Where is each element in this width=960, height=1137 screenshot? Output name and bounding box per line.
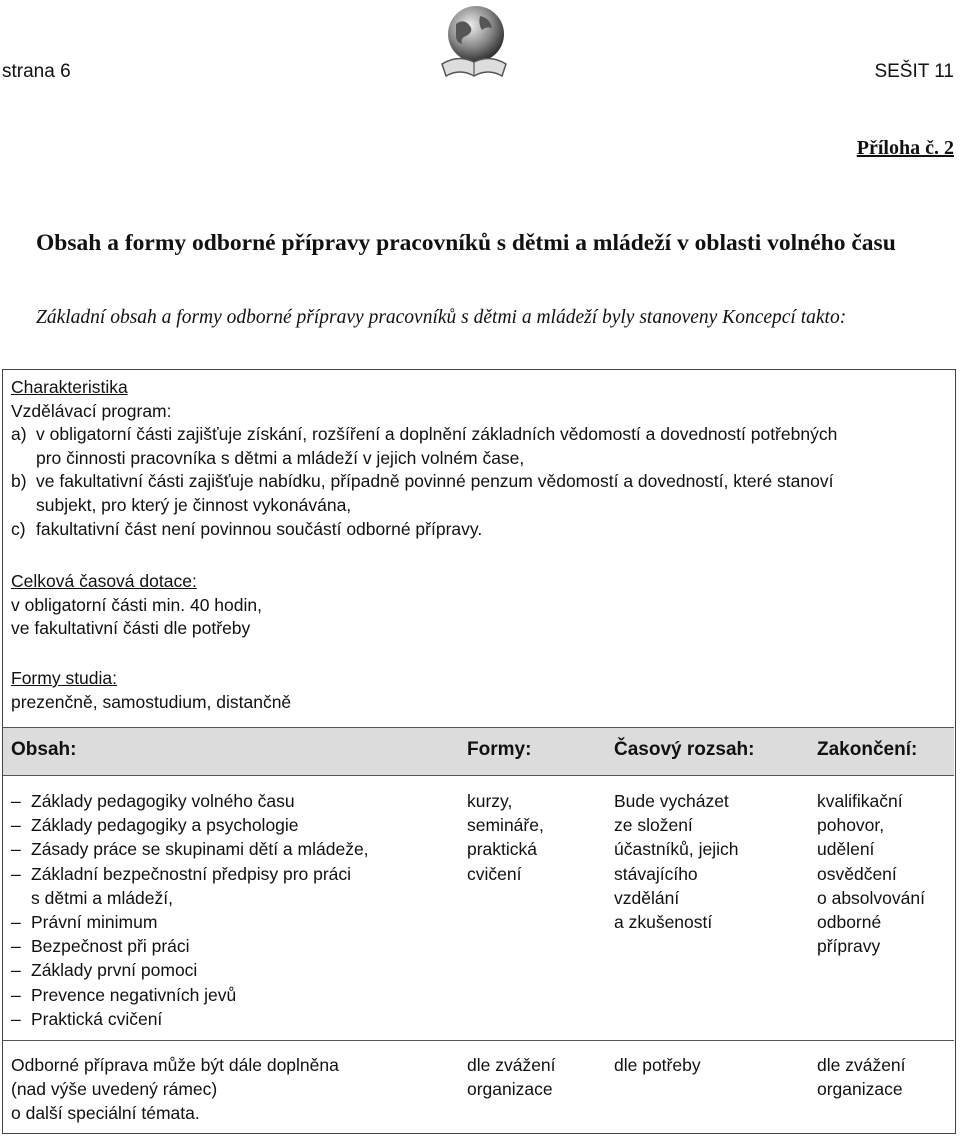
list-item-continuation: s dětmi a mládeží, <box>31 887 173 908</box>
cell-line: kurzy, <box>467 791 513 811</box>
list-item <box>11 470 837 517</box>
row2-content <box>11 1053 339 1126</box>
characteristics-heading: Charakteristika <box>11 377 128 397</box>
cell-line: kvalifikační <box>817 791 903 811</box>
row1-content <box>11 789 369 1031</box>
row2-time <box>614 1053 701 1077</box>
item-text: ve fakultativní části zajišťuje nabídku, případně povinné penzum vědomostí a dovedností, které stanoví <box>36 471 834 492</box>
header-time: Časový rozsah: <box>614 739 755 760</box>
time-allocation-heading: Celková časová dotace: <box>11 571 197 591</box>
item-letter: a) <box>11 424 27 445</box>
cell-line: organizace <box>817 1079 903 1100</box>
list-item: – Základy pedagogiky volného času <box>11 789 369 813</box>
list-item: – Základy první pomoci <box>11 958 369 982</box>
time-allocation-section <box>11 570 262 641</box>
program-label: Vzdělávací program: <box>11 400 172 421</box>
cell-line: dle potřeby <box>614 1055 701 1075</box>
characteristics-section <box>11 376 837 541</box>
cell-line: a zkušeností <box>614 912 713 933</box>
row1-time <box>614 789 739 934</box>
item-letter: b) <box>11 471 27 492</box>
cell-line: organizace <box>467 1079 553 1100</box>
cell-line: Odborné příprava může být dále doplněna <box>11 1055 339 1075</box>
list-item: – Právní minimum <box>11 910 369 934</box>
item-text: v obligatorní části zajišťuje získání, rozšíření a doplnění základních vědomostí a dovedností potřebných <box>36 424 838 445</box>
item-text: subjekt, pro který je činnost vykonávána, <box>36 494 352 515</box>
document-title: Obsah a formy odborné přípravy pracovníků s dětmi a mládeží v oblasti volného času <box>36 230 896 256</box>
cell-line: cvičení <box>467 863 522 884</box>
cell-line: osvědčení <box>817 863 897 884</box>
row-divider <box>3 1040 954 1041</box>
cell-line: přípravy <box>817 936 881 957</box>
row2-forms <box>467 1053 556 1101</box>
cell-line: (nad výše uvedený rámec) <box>11 1079 218 1100</box>
row1-completion <box>817 789 925 958</box>
cell-line: ze složení <box>614 815 693 836</box>
cell-line: dle zvážení <box>817 1055 906 1075</box>
list-item <box>11 423 837 470</box>
page-number: strana 6 <box>2 61 71 82</box>
study-forms-value: prezenčně, samostudium, distančně <box>11 691 292 712</box>
cell-line: udělení <box>817 839 875 860</box>
list-item: – Praktická cvičení <box>11 1007 369 1031</box>
cell-line: vzdělání <box>614 887 680 908</box>
study-forms-heading: Formy studia: <box>11 668 117 688</box>
header-content: Obsah: <box>11 739 77 760</box>
cell-line: odborné <box>817 912 882 933</box>
item-text: pro činnosti pracovníka s dětmi a mládeží v jejich volném čase, <box>36 447 525 468</box>
list-item <box>11 518 837 542</box>
time-allocation-line: ve fakultativní části dle potřeby <box>11 618 251 639</box>
attachment-label: Příloha č. 2 <box>856 137 954 159</box>
cell-line: praktická <box>467 839 538 860</box>
item-text: fakultativní část není povinnou součástí odborné přípravy. <box>36 518 483 539</box>
header-forms: Formy: <box>467 739 532 760</box>
issue-label: SEŠIT 11 <box>874 61 954 82</box>
list-item: – Zásady práce se skupinami dětí a mládeže, <box>11 837 369 861</box>
cell-line: účastníků, jejich <box>614 839 739 860</box>
list-item: – Prevence negativních jevů <box>11 983 369 1007</box>
table-header <box>3 727 954 776</box>
globe-book-logo <box>434 2 514 82</box>
content-frame <box>2 369 956 1134</box>
list-item: – Bezpečnost při práci <box>11 934 369 958</box>
cell-line: dle zvážení <box>467 1055 556 1075</box>
row1-forms <box>467 789 544 886</box>
time-allocation-line: v obligatorní části min. 40 hodin, <box>11 594 262 615</box>
cell-line: stávajícího <box>614 863 698 884</box>
list-item: – Základní bezpečnostní předpisy pro práci <box>11 862 369 886</box>
item-letter: c) <box>11 518 26 539</box>
header-completion: Zakončení: <box>817 739 918 760</box>
row2-completion <box>817 1053 906 1101</box>
cell-line: pohovor, <box>817 815 885 836</box>
intro-text: Základní obsah a formy odborné přípravy pracovníků s dětmi a mládeží byly stanoveny Koncepcí takto: <box>36 307 847 328</box>
cell-line: Bude vycházet <box>614 791 729 811</box>
cell-line: o absolvování <box>817 887 925 908</box>
cell-line: o další speciální témata. <box>11 1103 200 1124</box>
list-item: – Základy pedagogiky a psychologie <box>11 813 369 837</box>
cell-line: semináře, <box>467 815 544 836</box>
study-forms-section <box>11 667 291 714</box>
